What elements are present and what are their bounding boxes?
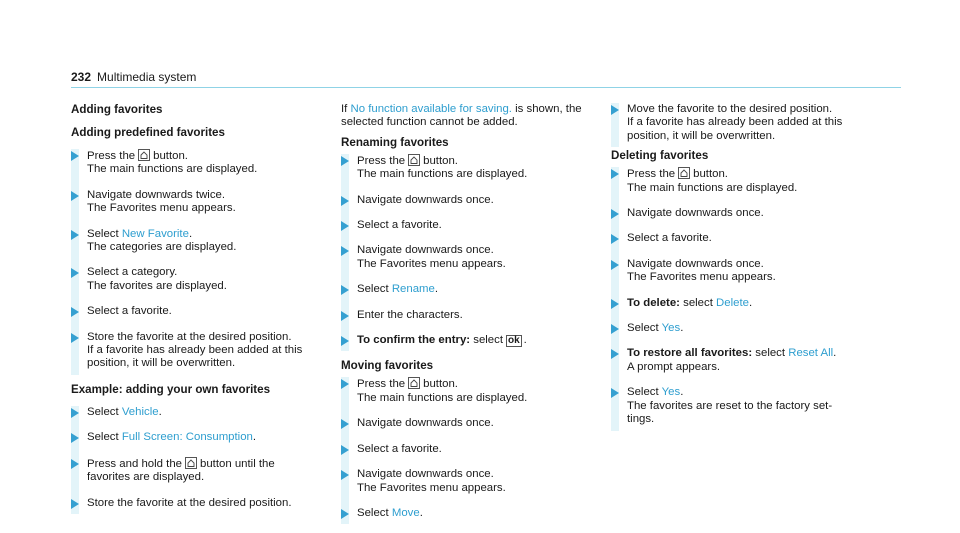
arrow-bullet-icon xyxy=(341,419,349,429)
section-title: Multimedia system xyxy=(97,70,197,84)
arrow-bullet-icon xyxy=(71,151,79,161)
step-item: Select a favorite. xyxy=(611,232,861,245)
menu-item-new-favorite: New Favorite xyxy=(121,227,189,240)
heading-adding-favorites: Adding favorites xyxy=(71,103,163,116)
arrow-bullet-icon xyxy=(71,408,79,418)
column-2 xyxy=(341,103,591,520)
message-no-function: No function available for saving. xyxy=(350,103,512,115)
arrow-bullet-icon xyxy=(611,234,619,244)
arrow-bullet-icon xyxy=(71,307,79,317)
arrow-bullet-icon xyxy=(341,509,349,519)
note-paragraph: If No function available for saving. is shown, the selected function cannot be added. xyxy=(341,103,582,129)
menu-item-move: Move xyxy=(391,506,420,519)
heading-deleting: Deleting favorites xyxy=(611,149,709,163)
step-item: Press the button. The main functions are displayed. xyxy=(341,377,591,405)
step-item: Select a favorite. xyxy=(341,219,591,232)
menu-item-vehicle: Vehicle xyxy=(121,405,159,418)
step-item: Store the favorite at the desired position. xyxy=(71,497,321,510)
arrow-bullet-icon xyxy=(341,336,349,346)
home-icon xyxy=(408,377,420,389)
arrow-bullet-icon xyxy=(611,299,619,309)
step-item: Press the button. The main functions are displayed. xyxy=(341,154,591,182)
step-item: Enter the characters. xyxy=(341,309,591,322)
menu-item-reset-all: Reset All xyxy=(788,347,834,360)
step-item: Select Yes. xyxy=(611,322,861,335)
menu-item-delete: Delete xyxy=(716,296,749,309)
step-item: Select New Favorite. The categories are displayed. xyxy=(71,228,321,255)
step-item: Press the button. The main functions are displayed. xyxy=(611,167,861,195)
ok-icon: ok xyxy=(508,335,520,347)
header-rule xyxy=(71,87,901,88)
arrow-bullet-icon xyxy=(341,285,349,295)
column-3 xyxy=(611,103,861,427)
step-item: Navigate downwards once. The Favorites menu appears. xyxy=(341,244,591,271)
arrow-bullet-icon xyxy=(71,433,79,443)
arrow-bullet-icon xyxy=(341,156,349,166)
heading-example: Example: adding your own favorites xyxy=(71,382,271,396)
home-icon xyxy=(408,154,420,166)
arrow-bullet-icon xyxy=(341,445,349,455)
step-item: Press the button. The main functions are displayed. xyxy=(71,149,321,177)
arrow-bullet-icon xyxy=(611,324,619,334)
arrow-bullet-icon xyxy=(71,268,79,278)
step-item: Press and hold the button until the favorites are displayed. xyxy=(71,457,321,485)
step-item: Store the favorite at the desired position. If a favorite has already been added at this position, it will be overwritten. xyxy=(71,331,321,371)
arrow-bullet-icon xyxy=(611,349,619,359)
arrow-bullet-icon xyxy=(341,470,349,480)
arrow-bullet-icon xyxy=(341,221,349,231)
arrow-bullet-icon xyxy=(71,499,79,509)
arrow-bullet-icon xyxy=(341,196,349,206)
arrow-bullet-icon xyxy=(341,246,349,256)
arrow-bullet-icon xyxy=(611,260,619,270)
menu-item-rename: Rename xyxy=(391,283,435,296)
step-item: Select Vehicle. xyxy=(71,406,321,419)
step-item: To confirm the entry: select ok . xyxy=(341,334,591,347)
heading-adding-predefined: Adding predefined favorites xyxy=(71,126,225,139)
menu-item-yes: Yes xyxy=(661,322,681,335)
step-item: Navigate downwards twice. The Favorites menu appears. xyxy=(71,189,321,216)
step-item: Select Rename. xyxy=(341,283,591,296)
column-1 xyxy=(71,103,321,510)
page-number: 232 xyxy=(71,70,92,84)
step-item: Navigate downwards once. xyxy=(341,194,591,207)
arrow-bullet-icon xyxy=(611,105,619,115)
home-icon xyxy=(678,167,690,179)
arrow-bullet-icon xyxy=(71,459,79,469)
step-item: Select a category. The favorites are displayed. xyxy=(71,266,321,293)
step-item: Navigate downwards once. xyxy=(341,417,591,430)
heading-moving: Moving favorites xyxy=(341,359,434,373)
step-item: Move the favorite to the desired position. If a favorite has already been added at this position, it will be overwritten. xyxy=(611,103,861,143)
menu-item-yes: Yes xyxy=(661,386,681,399)
menu-item-full-screen-consumption: Full Screen: Consumption xyxy=(121,431,253,444)
arrow-bullet-icon xyxy=(341,311,349,321)
arrow-bullet-icon xyxy=(341,379,349,389)
step-item: Navigate downwards once. The Favorites menu appears. xyxy=(341,468,591,495)
heading-renaming: Renaming favorites xyxy=(341,135,449,149)
home-icon xyxy=(138,149,150,161)
arrow-bullet-icon xyxy=(71,230,79,240)
arrow-bullet-icon xyxy=(611,388,619,398)
arrow-bullet-icon xyxy=(71,191,79,201)
step-item: Select a favorite. xyxy=(341,443,591,456)
home-icon xyxy=(185,457,197,469)
step-item: Navigate downwards once. The Favorites menu appears. xyxy=(611,258,861,285)
step-item: Select Move. xyxy=(341,507,591,520)
step-item: To delete: select Delete. xyxy=(611,297,861,310)
arrow-bullet-icon xyxy=(611,209,619,219)
arrow-bullet-icon xyxy=(71,333,79,343)
arrow-bullet-icon xyxy=(611,169,619,179)
step-item: Select Yes. The favorites are reset to the factory set- tings. xyxy=(611,386,861,426)
step-item: Select Full Screen: Consumption. xyxy=(71,431,321,444)
step-item: Navigate downwards once. xyxy=(611,207,861,220)
step-item: Select a favorite. xyxy=(71,305,321,318)
page-header xyxy=(71,70,196,84)
step-item: To restore all favorites: select Reset All. A prompt appears. xyxy=(611,347,861,374)
